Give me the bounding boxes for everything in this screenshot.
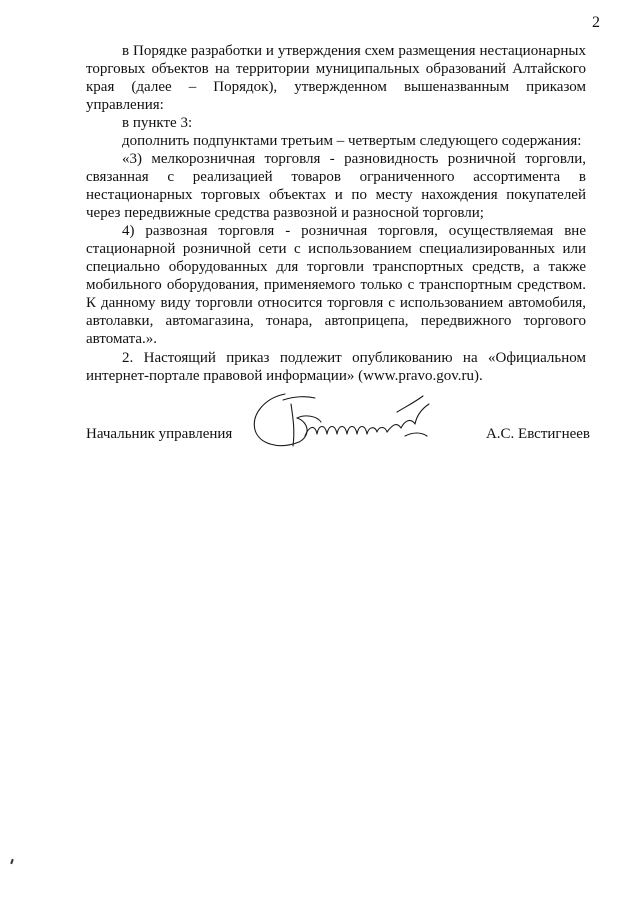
scan-speck bbox=[10, 859, 14, 864]
paragraph-order-amendment: в Порядке разработки и утверждения схем размещения нестационарных торговых объектов на территории муниципальных образований Алтайского края (далее – Порядок), утвержденном вышеназванным приказом управления: bbox=[86, 43, 586, 113]
paragraph-clause-3: в пункте 3: bbox=[122, 115, 193, 131]
document-body bbox=[86, 42, 586, 385]
handwritten-signature bbox=[245, 384, 445, 454]
paragraph-publication: 2. Настоящий приказ подлежит опубликованию на «Официальном интернет-портале правовой информации» (www.pravo.gov.ru). bbox=[86, 350, 586, 384]
signatory-title: Начальник управления bbox=[86, 426, 233, 442]
paragraph-small-retail-definition: «3) мелкорозничная торговля - разновидность розничной торговли, связанная с реализацией товаров ограниченного ассортимента в нестационарных торговых объектах и по месту нахождения покупателей через передвижные средства развозной и разносной торговли; bbox=[86, 151, 586, 221]
page-number: 2 bbox=[592, 14, 600, 31]
paragraph-mobile-trade-definition: 4) развозная торговля - розничная торговля, осуществляемая вне стационарной розничной сети с использованием специализированных или специально оборудованных для торговли транспортных средств, а также мобильного оборудования, применяемого только с транспортным средством. К данному виду торговли относится торговля с использованием автомобиля, автолавки, автомагазина, тонара, автоприцепа, передвижного торгового автомата.». bbox=[86, 223, 586, 347]
signatory-name: А.С. Евстигнеев bbox=[485, 426, 590, 442]
paragraph-supplement: дополнить подпунктами третьим – четвертым следующего содержания: bbox=[122, 133, 582, 149]
